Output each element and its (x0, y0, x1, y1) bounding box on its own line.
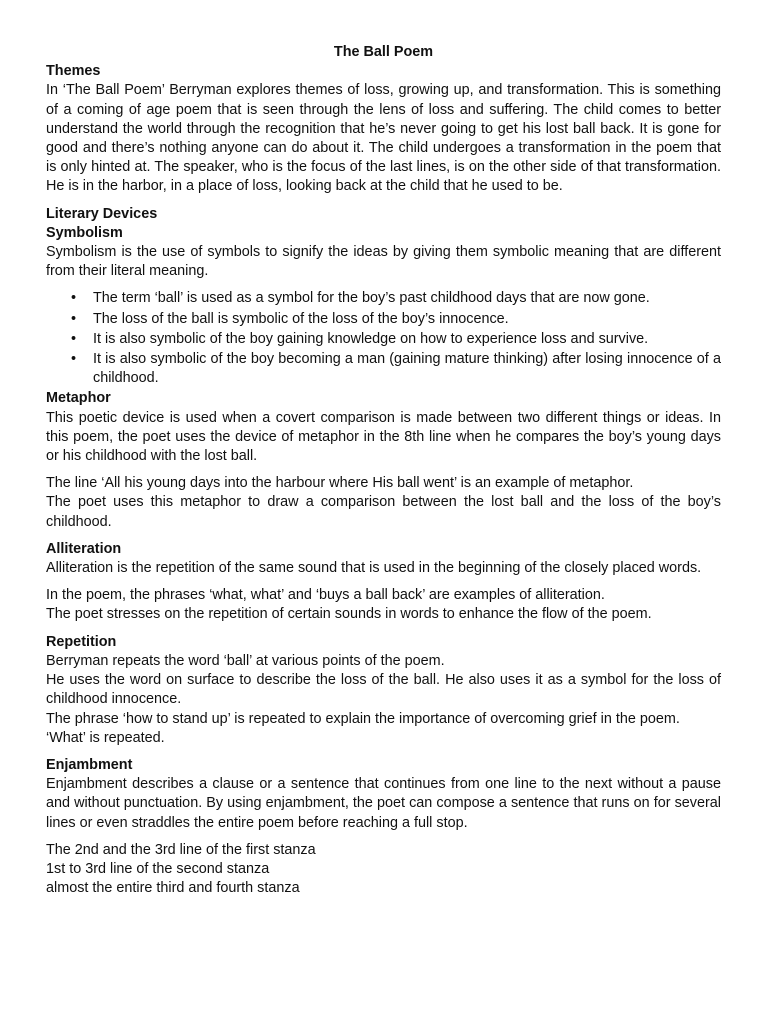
bullet-icon: • (71, 351, 77, 368)
alliteration-example: In the poem, the phrases ‘what, what’ and ‘buys a ball back’ are examples of alliteration. (46, 587, 605, 604)
list-item-text: The loss of the ball is symbolic of the loss of the boy’s innocence. (93, 310, 509, 327)
list-item-text: It is also symbolic of the boy becoming a man (gaining mature thinking) after losing innocence of a childhood. (93, 351, 721, 387)
literary-devices-heading: Literary Devices (46, 205, 158, 222)
page-title: The Ball Poem (333, 44, 434, 60)
metaphor-example: The line ‘All his young days into the harbour where His ball went’ is an example of metaphor. (46, 475, 634, 492)
repetition-line: ‘What’ is repeated. (46, 729, 165, 746)
list-item-text: It is also symbolic of the boy gaining knowledge on how to experience loss and survive. (93, 330, 649, 347)
symbolism-heading: Symbolism (46, 224, 123, 241)
themes-paragraph: In ‘The Ball Poem’ Berryman explores themes of loss, growing up, and transformation. This is something of a coming of age poem that is seen through the lens of loss and suffering. The child comes to better understand the world through the recognition that he’s never going to get his lost ball back. It is gone for good and there’s nothing anyone can do about it. The child undergoes a transformation in the poem that is only hinted at. The speaker, who is the focus of the last lines, is on the other side of that transformation. He is in the harbor, in a place of loss, looking back at the child that he used to be. (46, 82, 721, 195)
repetition-line: He uses the word on surface to describe the loss of the ball. He also uses it as a symbol for the loss of childhood innocence. (46, 672, 721, 708)
symbolism-paragraph: Symbolism is the use of symbols to signify the ideas by giving them symbolic meaning that are different from their literal meaning. (46, 244, 721, 280)
metaphor-heading: Metaphor (46, 390, 111, 407)
enjambment-example: 1st to 3rd line of the second stanza (46, 860, 270, 877)
repetition-line: Berryman repeats the word ‘ball’ at various points of the poem. (46, 652, 445, 669)
bullet-icon: • (71, 330, 77, 347)
repetition-section (46, 633, 721, 748)
document-page (46, 43, 721, 898)
literary-devices-section (46, 205, 721, 389)
metaphor-explanation: The poet uses this metaphor to draw a comparison between the lost ball and the loss of the boy’s childhood. (46, 494, 721, 530)
symbolism-bullet-list (46, 289, 721, 388)
themes-section (46, 62, 721, 196)
repetition-line: The phrase ‘how to stand up’ is repeated to explain the importance of overcoming grief in the poem. (46, 710, 680, 727)
bullet-icon: • (71, 310, 77, 327)
enjambment-section (46, 756, 721, 898)
alliteration-heading: Alliteration (46, 540, 122, 557)
enjambment-example: The 2nd and the 3rd line of the first stanza (46, 841, 316, 858)
themes-heading: Themes (46, 63, 101, 80)
repetition-heading: Repetition (46, 633, 117, 650)
enjambment-heading: Enjambment (46, 756, 133, 773)
list-item (46, 310, 721, 329)
enjambment-paragraph: Enjambment describes a clause or a sentence that continues from one line to the next without a pause and without punctuation. By using enjambment, the poet can compose a sentence that runs on for several lines or even straddles the entire poem before reaching a full stop. (46, 776, 721, 831)
enjambment-example: almost the entire third and fourth stanza (46, 880, 300, 897)
alliteration-explanation: The poet stresses on the repetition of certain sounds in words to enhance the flow of the poem. (46, 606, 652, 623)
bullet-icon: • (71, 290, 77, 307)
metaphor-section (46, 389, 721, 531)
list-item (46, 289, 721, 308)
metaphor-paragraph: This poetic device is used when a covert comparison is made between two different things or ideas. In this poem, the poet uses the device of metaphor in the 8th line when he compares the boy’s young days or his childhood with the lost ball. (46, 409, 721, 465)
alliteration-paragraph: Alliteration is the repetition of the same sound that is used in the beginning of the closely placed words. (46, 560, 702, 577)
list-item-text: The term ‘ball’ is used as a symbol for the boy’s past childhood days that are now gone. (93, 290, 650, 307)
list-item (46, 330, 721, 349)
alliteration-section (46, 540, 721, 625)
list-item (46, 350, 721, 388)
